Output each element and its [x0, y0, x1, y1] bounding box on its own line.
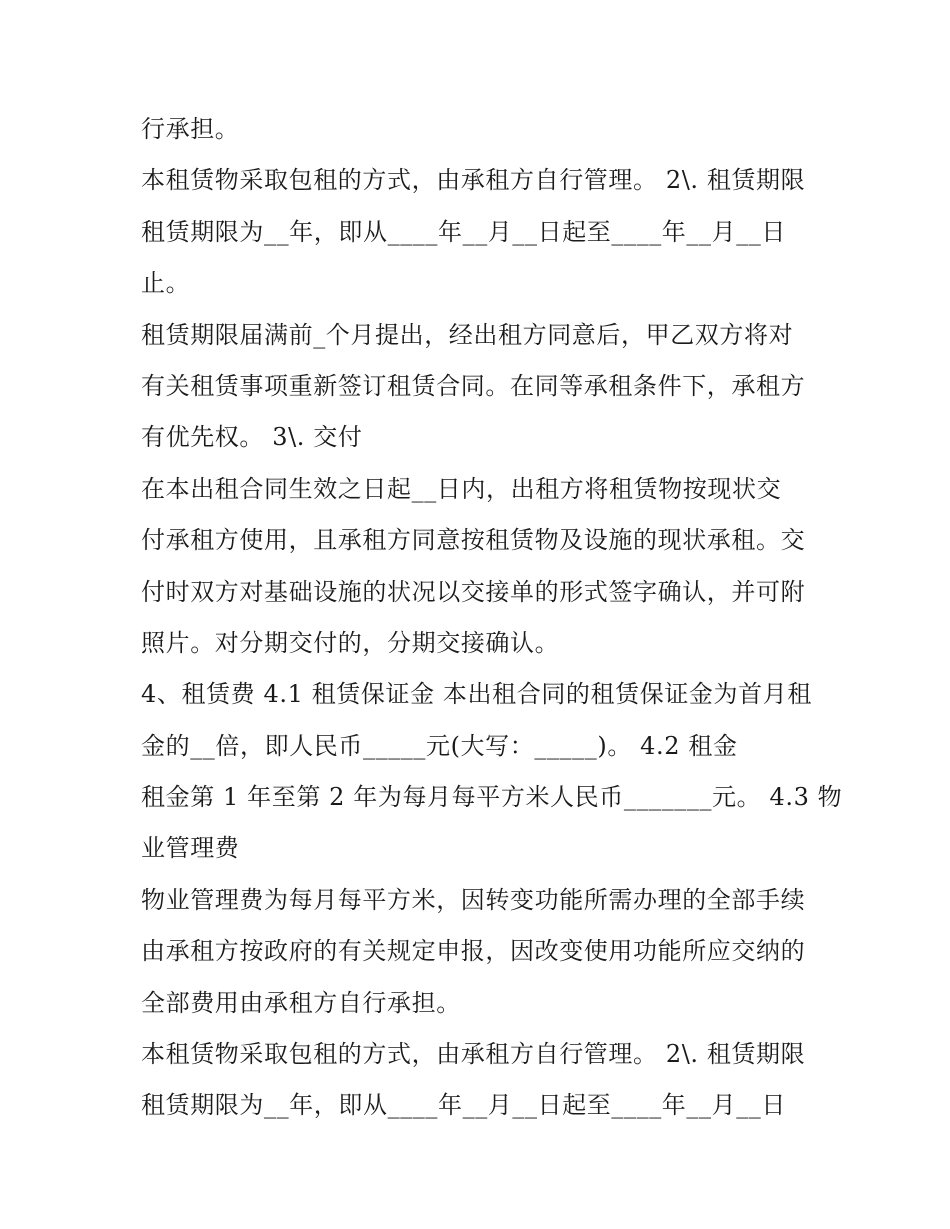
text-line: 物业管理费为每月每平方米，因转变功能所需办理的全部手续: [141, 885, 806, 914]
text-line: 租赁期限为__年，即从____年__月__日起至____年__月__日: [141, 1091, 786, 1120]
text-line: 4、租赁费 4.1 租赁保证金 本出租合同的租赁保证金为首月租: [141, 680, 812, 709]
text-line: 止。: [141, 269, 191, 298]
text-line: 照片。对分期交付的，分期交接确认。: [141, 628, 560, 657]
text-line: 由承租方按政府的有关规定申报，因改变使用功能所应交纳的: [141, 937, 806, 966]
text-line: 有优先权。 3\. 交付: [141, 423, 363, 452]
text-line: 本租赁物采取包租的方式，由承租方自行管理。 2\. 租赁期限: [141, 1040, 806, 1069]
text-line: 本租赁物采取包租的方式，由承租方自行管理。 2\. 租赁期限: [141, 166, 806, 195]
text-line: 付承租方使用，且承租方同意按租赁物及设施的现状承租。交: [141, 526, 806, 555]
text-line: 租赁期限届满前_个月提出，经出租方同意后，甲乙双方将对: [141, 320, 794, 349]
text-line: 业管理费: [141, 834, 240, 863]
text-line: 全部费用由承租方自行承担。: [141, 988, 461, 1017]
text-line: 有关租赁事项重新签订租赁合同。在同等承租条件下，承租方: [141, 371, 806, 400]
text-line: 在本出租合同生效之日起__日内，出租方将租赁物按现状交: [141, 474, 782, 503]
text-line: 租金第 1 年至第 2 年为每月每平方米人民币_______元。 4.3 物: [141, 783, 843, 812]
text-line: 付时双方对基础设施的状况以交接单的形式签字确认，并可附: [141, 577, 806, 606]
text-line: 行承担。: [141, 115, 240, 143]
contract-body-text: [141, 104, 843, 1132]
text-line: 租赁期限为__年，即从____年__月__日起至____年__月__日: [141, 217, 786, 246]
text-line: 金的__倍，即人民币_____元(大写：_____)。 4.2 租金: [141, 731, 738, 760]
